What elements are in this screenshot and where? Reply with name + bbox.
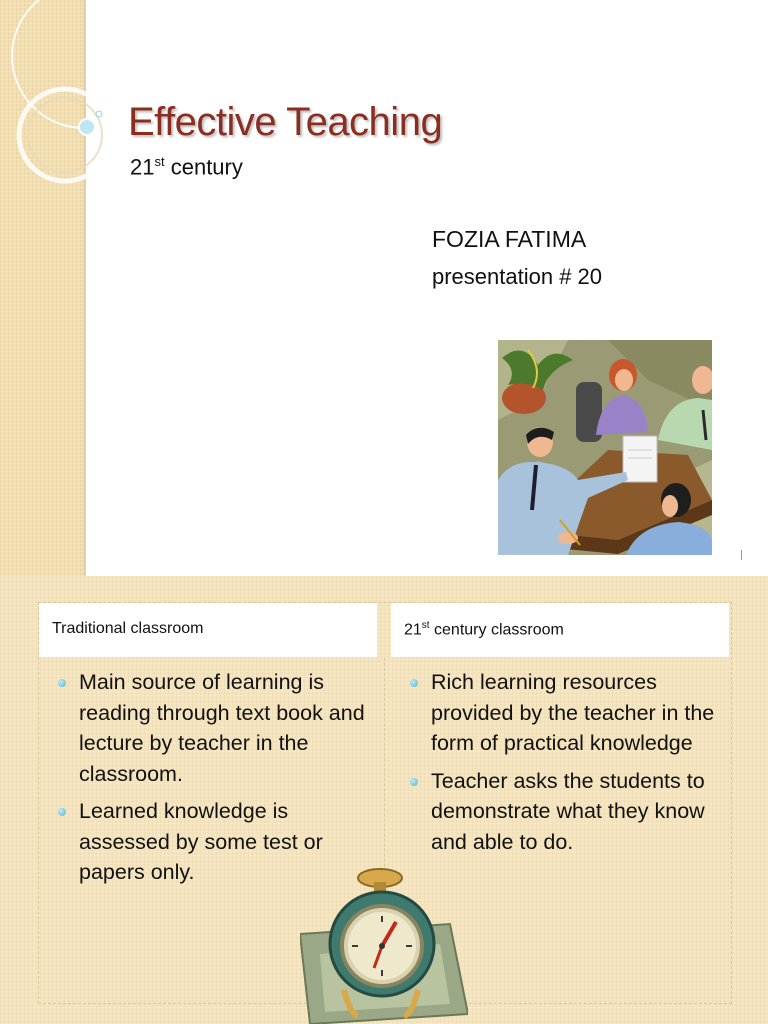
list-item bbox=[79, 667, 369, 789]
decorative-circles-icon bbox=[0, 0, 140, 220]
bullet-text: Teacher asks the students to demonstrate what they know and able to do. bbox=[431, 768, 705, 854]
bullet-text: Learned knowledge is assessed by some test or papers only. bbox=[79, 799, 323, 884]
bullet-text: Main source of learning is reading through text book and lecture by teacher in the classroom. bbox=[79, 670, 365, 786]
21st-century-classroom-bullets bbox=[391, 657, 729, 857]
list-item bbox=[431, 766, 721, 858]
bullet-text: Rich learning resources provided by the teacher in the form of practical knowledge bbox=[431, 670, 715, 755]
bullet-dot-icon bbox=[58, 679, 66, 687]
traditional-classroom-header: Traditional classroom bbox=[39, 603, 377, 657]
business-meeting-icon bbox=[498, 340, 712, 555]
header-word: century classroom bbox=[429, 621, 564, 639]
bullet-dot-icon bbox=[410, 679, 418, 687]
list-item bbox=[431, 667, 721, 759]
alarm-clock-icon bbox=[300, 864, 468, 1024]
subtitle-ordinal: st bbox=[154, 154, 165, 169]
21st-century-classroom-header bbox=[391, 603, 729, 657]
header-ordinal: st bbox=[421, 620, 430, 631]
header-number: 21 bbox=[404, 621, 422, 639]
subtitle-number: 21 bbox=[130, 154, 155, 180]
comparison-slide bbox=[0, 578, 768, 1024]
presentation-number: presentation # 20 bbox=[432, 264, 603, 289]
slide-marker bbox=[741, 550, 742, 560]
bullet-dot-icon bbox=[58, 808, 66, 816]
author-name: FOZIA FATIMA bbox=[432, 226, 587, 252]
subtitle-word: century bbox=[164, 154, 243, 180]
presentation-title: Effective Teaching bbox=[128, 100, 443, 144]
bullet-dot-icon bbox=[410, 778, 418, 786]
subtitle bbox=[130, 154, 243, 180]
traditional-classroom-bullets bbox=[39, 657, 377, 888]
